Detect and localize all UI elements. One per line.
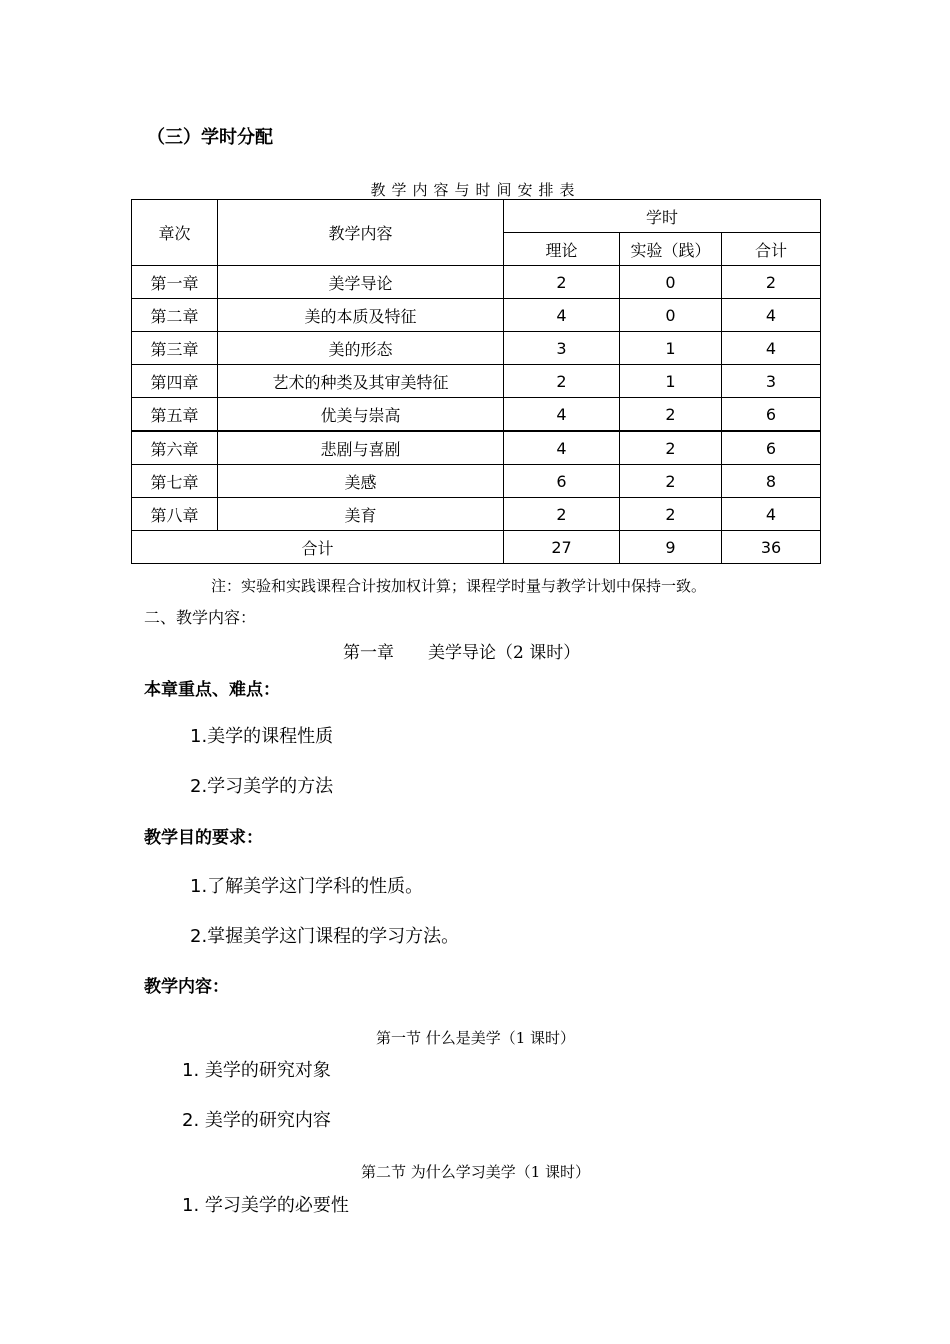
header-total: 合计 bbox=[722, 233, 821, 266]
table-header-row bbox=[132, 200, 821, 233]
table-row bbox=[132, 398, 821, 432]
table-row bbox=[132, 332, 821, 365]
cell-total: 3 bbox=[722, 365, 821, 398]
cell-content: 优美与崇高 bbox=[218, 398, 504, 432]
cell-content: 艺术的种类及其审美特征 bbox=[218, 365, 504, 398]
cell-practice: 0 bbox=[620, 299, 722, 332]
section-item: 1. 学习美学的必要性 bbox=[182, 1195, 349, 1216]
cell-total: 8 bbox=[722, 465, 821, 498]
cell-content: 美育 bbox=[218, 498, 504, 531]
sum-total: 36 bbox=[722, 531, 821, 564]
cell-chapter: 第五章 bbox=[132, 398, 218, 432]
cell-theory: 2 bbox=[504, 266, 620, 299]
cell-total: 4 bbox=[722, 498, 821, 531]
section-item: 2. 美学的研究内容 bbox=[182, 1110, 331, 1131]
sum-theory: 27 bbox=[504, 531, 620, 564]
cell-theory: 6 bbox=[504, 465, 620, 498]
cell-content: 美学导论 bbox=[218, 266, 504, 299]
table-row bbox=[132, 365, 821, 398]
cell-total: 6 bbox=[722, 431, 821, 465]
sum-practice: 9 bbox=[620, 531, 722, 564]
cell-total: 4 bbox=[722, 299, 821, 332]
cell-chapter: 第七章 bbox=[132, 465, 218, 498]
cell-theory: 4 bbox=[504, 398, 620, 432]
cell-practice: 0 bbox=[620, 266, 722, 299]
table-caption: 教学内容与时间安排表 bbox=[370, 181, 581, 199]
header-chapter: 章次 bbox=[132, 200, 218, 266]
key-points-heading: 本章重点、难点： bbox=[144, 680, 280, 700]
cell-chapter: 第一章 bbox=[132, 266, 218, 299]
cell-practice: 1 bbox=[620, 365, 722, 398]
cell-content: 悲剧与喜剧 bbox=[218, 431, 504, 465]
cell-theory: 3 bbox=[504, 332, 620, 365]
cell-theory: 4 bbox=[504, 299, 620, 332]
header-content: 教学内容 bbox=[218, 200, 504, 266]
cell-practice: 2 bbox=[620, 465, 722, 498]
section-title: 第一节 什么是美学（1 课时） bbox=[375, 1029, 576, 1047]
cell-total: 2 bbox=[722, 266, 821, 299]
cell-total: 4 bbox=[722, 332, 821, 365]
section-title: 第二节 为什么学习美学（1 课时） bbox=[360, 1163, 591, 1181]
header-hours: 学时 bbox=[504, 200, 821, 233]
cell-chapter: 第四章 bbox=[132, 365, 218, 398]
key-point-item: 1.美学的课程性质 bbox=[190, 726, 334, 747]
cell-content: 美的形态 bbox=[218, 332, 504, 365]
header-theory: 理论 bbox=[504, 233, 620, 266]
objective-item: 1.了解美学这门学科的性质。 bbox=[190, 876, 424, 897]
chapter-title: 第一章 美学导论（2 课时） bbox=[343, 643, 581, 663]
part-two-heading: 二、教学内容： bbox=[144, 608, 257, 627]
objective-item: 2.掌握美学这门课程的学习方法。 bbox=[190, 926, 460, 947]
cell-total: 6 bbox=[722, 398, 821, 432]
schedule-table bbox=[131, 199, 821, 564]
cell-content: 美的本质及特征 bbox=[218, 299, 504, 332]
section-heading: （三）学时分配 bbox=[147, 127, 273, 148]
cell-chapter: 第三章 bbox=[132, 332, 218, 365]
cell-chapter: 第八章 bbox=[132, 498, 218, 531]
cell-practice: 1 bbox=[620, 332, 722, 365]
cell-chapter: 第二章 bbox=[132, 299, 218, 332]
cell-content: 美感 bbox=[218, 465, 504, 498]
table-row bbox=[132, 431, 821, 465]
objectives-heading: 教学目的要求： bbox=[144, 828, 263, 848]
table-row bbox=[132, 465, 821, 498]
table-row bbox=[132, 299, 821, 332]
cell-chapter: 第六章 bbox=[132, 431, 218, 465]
table-row bbox=[132, 498, 821, 531]
table-note: 注：实验和实践课程合计按加权计算；课程学时量与教学计划中保持一致。 bbox=[211, 577, 707, 595]
table-row bbox=[132, 266, 821, 299]
cell-practice: 2 bbox=[620, 498, 722, 531]
cell-theory: 2 bbox=[504, 498, 620, 531]
cell-theory: 4 bbox=[504, 431, 620, 465]
cell-practice: 2 bbox=[620, 431, 722, 465]
section-item: 1. 美学的研究对象 bbox=[182, 1060, 331, 1081]
cell-practice: 2 bbox=[620, 398, 722, 432]
cell-theory: 2 bbox=[504, 365, 620, 398]
header-practice: 实验（践） bbox=[620, 233, 722, 266]
sum-label: 合计 bbox=[132, 531, 504, 564]
key-point-item: 2.学习美学的方法 bbox=[190, 776, 334, 797]
content-heading: 教学内容： bbox=[144, 977, 229, 997]
table-sum-row bbox=[132, 531, 821, 564]
